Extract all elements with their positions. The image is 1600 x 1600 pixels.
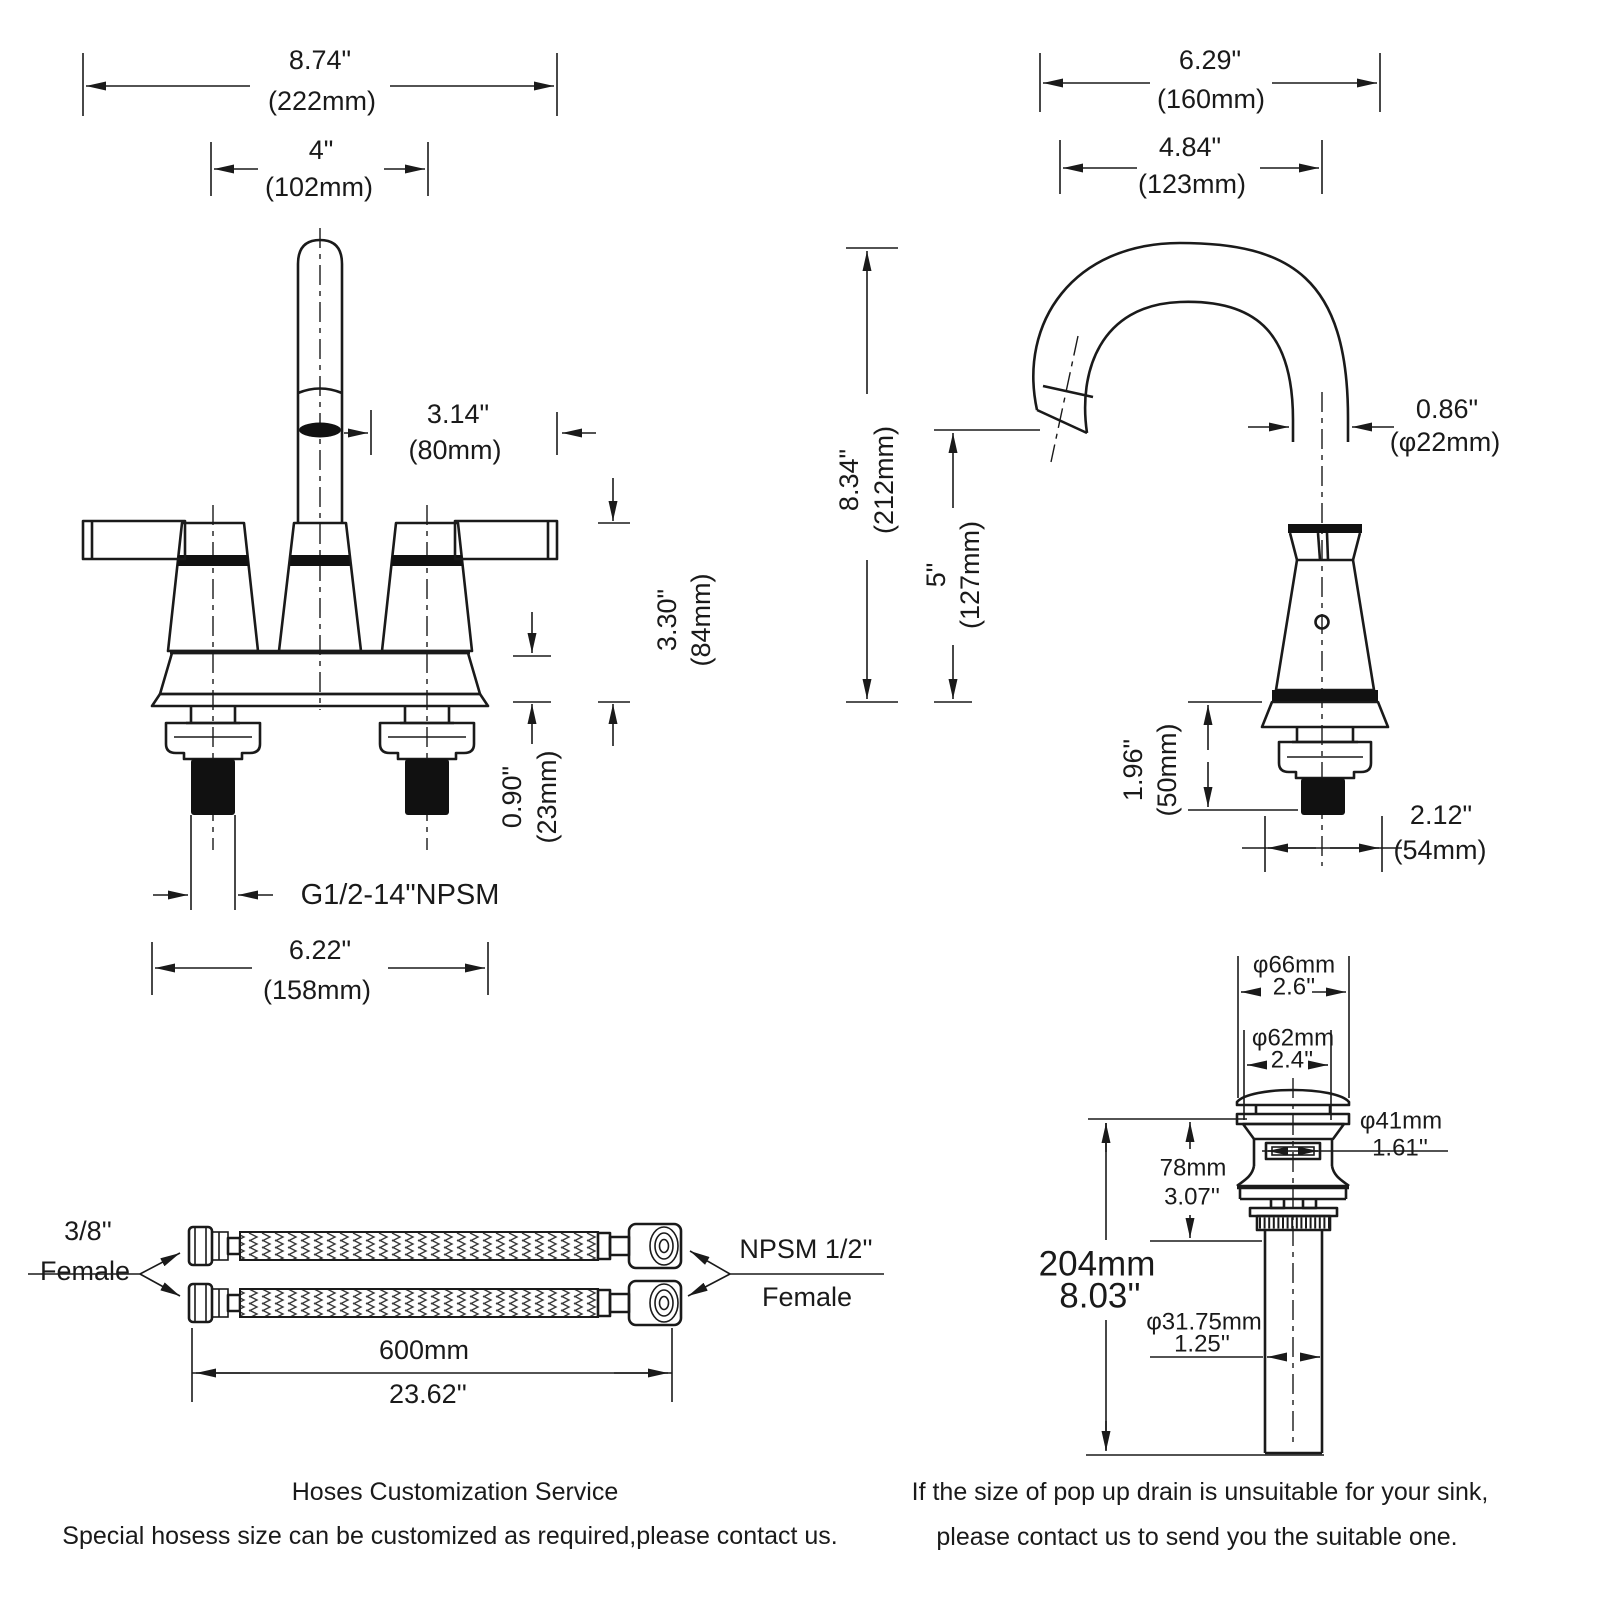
dim-front-deck-thickness-mm: (23mm)	[531, 750, 562, 844]
dim-side-overall-height-mm: (212mm)	[868, 425, 899, 535]
caption-hoses-body: Special hosess size can be customized as required,please contact us.	[62, 1521, 838, 1550]
pop-up-drain-drawing	[1237, 1078, 1349, 1453]
dim-drain-overall-height-inch: 8.03''	[1059, 1276, 1141, 1316]
dim-front-handle-span-mm: (102mm)	[264, 171, 374, 202]
dim-side-overall-height-inch: 8.34"	[833, 448, 864, 512]
label-hose-left-fitting-size: 3/8''	[64, 1215, 112, 1246]
dim-front-deck-thickness-inch: 0.90"	[496, 765, 527, 829]
dim-hose-length-mm: 600mm	[378, 1334, 470, 1365]
dim-drain-tailpipe-diameter-inch: 1.25''	[1174, 1330, 1230, 1358]
dim-front-handle-span-inch: 4"	[308, 134, 334, 165]
dim-front-spout-height-inch: 3.14"	[426, 398, 490, 429]
dim-side-spout-height-inch: 5"	[920, 562, 951, 588]
dim-side-spout-reach-inch: 4.84"	[1158, 131, 1222, 162]
label-hose-right-fitting-size: NPSM 1/2''	[739, 1233, 873, 1264]
dim-drain-cap-diameter-inch: 2.6''	[1272, 973, 1316, 1001]
dim-front-overall-width-mm: (222mm)	[267, 85, 377, 116]
dim-front-overall-width-inch: 8.74"	[288, 44, 352, 75]
dim-front-base-width-mm: (158mm)	[262, 974, 372, 1005]
dim-side-overall-depth-mm: (160mm)	[1156, 83, 1266, 114]
dim-side-base-depth-inch: 2.12"	[1409, 799, 1473, 830]
dim-drain-flange-diameter-mm: φ62mm	[1251, 1024, 1335, 1052]
faucet-front-view-drawing	[83, 228, 557, 850]
label-hose-right-fitting-gender: Female	[761, 1281, 853, 1312]
caption-drain-line2: please contact us to send you the suitable one.	[936, 1522, 1458, 1551]
dim-side-spout-reach-mm: (123mm)	[1137, 168, 1247, 199]
dim-drain-tailpipe-diameter-mm: φ31.75mm	[1146, 1308, 1262, 1336]
dim-front-spout-height-mm: (80mm)	[408, 434, 502, 465]
dim-drain-cap-diameter-mm: φ66mm	[1252, 951, 1336, 979]
dim-side-base-depth-mm: (54mm)	[1393, 834, 1487, 865]
dim-side-max-deck-mm: (50mm)	[1151, 723, 1182, 817]
dim-drain-flange-diameter-inch: 2.4''	[1270, 1046, 1314, 1074]
faucet-side-view-drawing	[1033, 243, 1388, 866]
dim-side-overall-depth-inch: 6.29"	[1178, 44, 1242, 75]
dim-front-body-height-mm: (84mm)	[685, 573, 716, 667]
dim-front-base-width-inch: 6.22"	[288, 934, 352, 965]
caption-drain-line1: If the size of pop up drain is unsuitable for your sink,	[911, 1477, 1489, 1506]
dim-drain-body-diameter-mm: φ41mm	[1359, 1107, 1443, 1135]
caption-hoses-title: Hoses Customization Service	[291, 1477, 619, 1506]
dim-drain-body-diameter-inch: 1.61''	[1372, 1134, 1428, 1162]
supply-hoses-drawing	[189, 1224, 681, 1325]
dim-hose-length-inch: 23.62''	[389, 1378, 467, 1409]
dim-drain-upper-height-mm: 78mm	[1159, 1154, 1227, 1182]
dim-side-spout-diameter-mm: (φ22mm)	[1389, 426, 1501, 457]
dim-drain-overall-height-mm: 204mm	[1038, 1244, 1156, 1284]
dim-side-max-deck-inch: 1.96"	[1117, 738, 1148, 802]
dim-drain-upper-height-inch: 3.07''	[1164, 1183, 1220, 1211]
dim-side-spout-diameter-inch: 0.86"	[1415, 393, 1479, 424]
dim-side-spout-height-mm: (127mm)	[954, 520, 985, 630]
dim-front-body-height-inch: 3.30"	[651, 588, 682, 652]
label-shank-thread-spec: G1/2-14"NPSM	[300, 878, 500, 911]
label-hose-left-fitting-gender: Female	[39, 1255, 131, 1286]
